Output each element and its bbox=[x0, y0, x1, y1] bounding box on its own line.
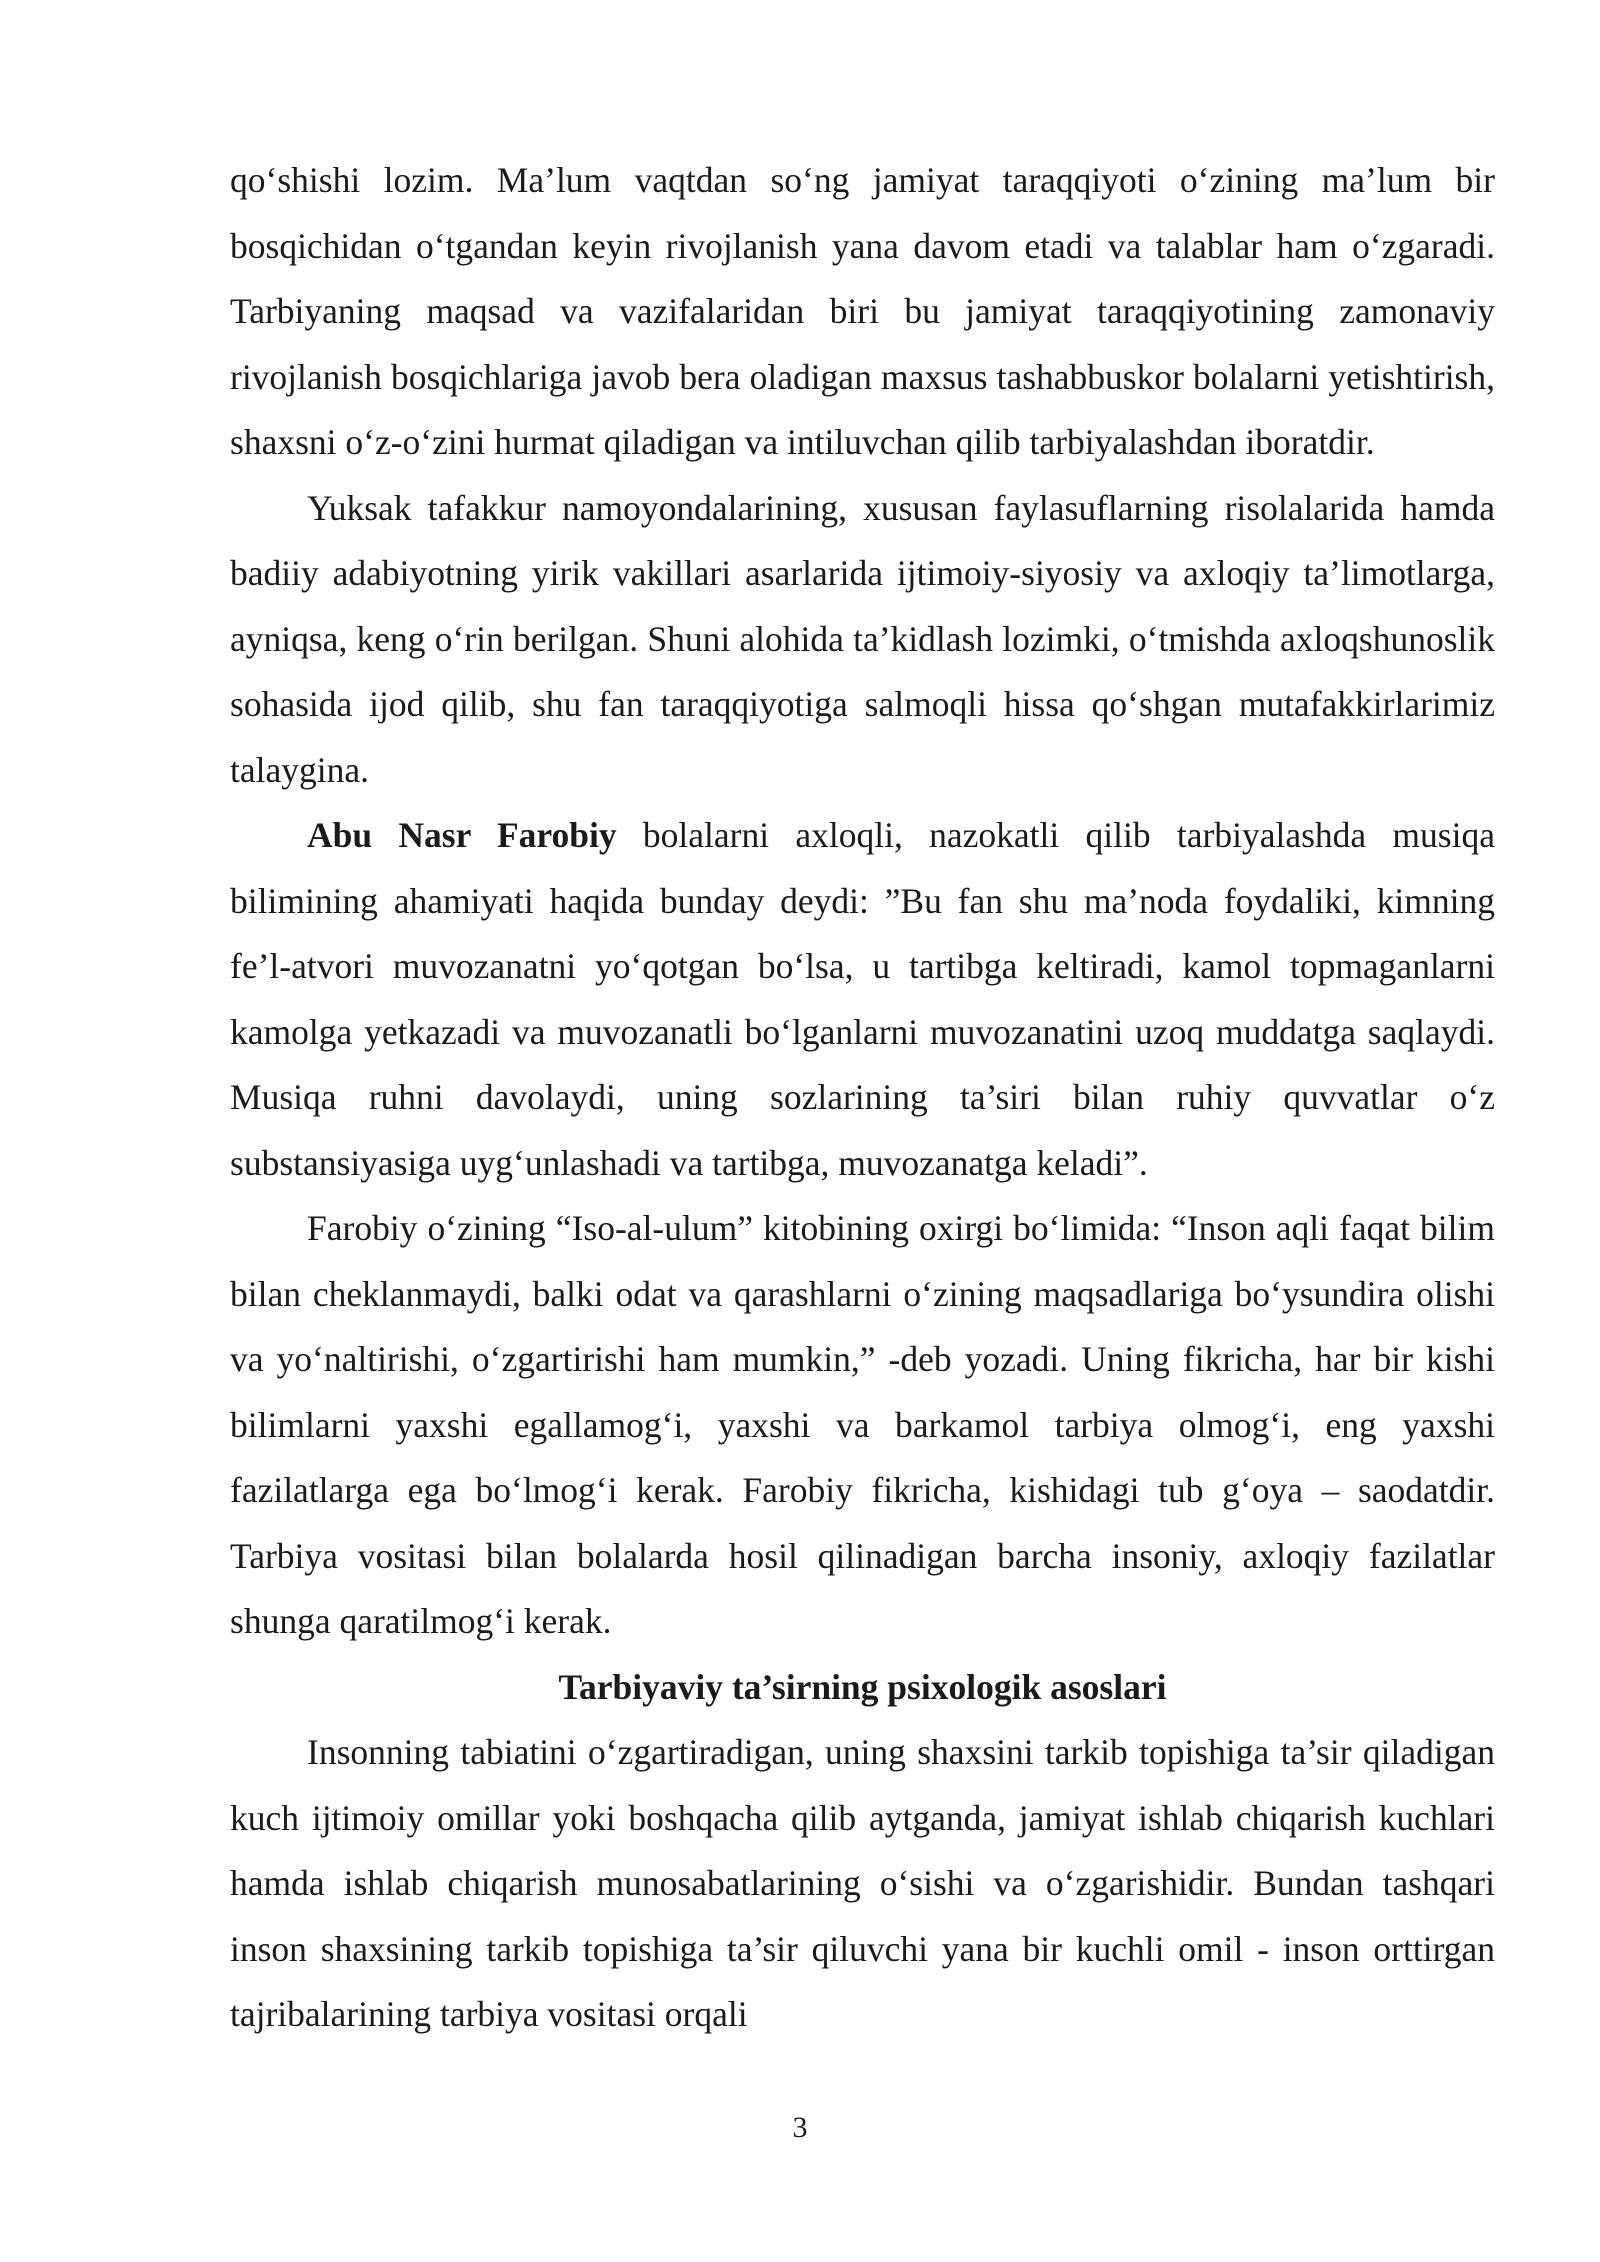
paragraph-1-text: qo‘shishi lozim. Ma’lum vaqtdan so‘ng jamiyat taraqqiyoti o‘zining ma’lum bir bosqichidan o‘tgandan keyin rivojlanish yana davom etadi va talablar ham o‘zgaradi. Tarbiyaning maqsad va vazifalaridan biri bu jamiyat taraqqiyotining zamonaviy rivojlanish bosqichlariga javob bera oladigan maxsus tashabbuskor bolalarni yetishtirish, shaxsni o‘z-o‘zini hurmat qiladigan va intiluvchan qilib tarbiyalashdan iboratdir. bbox=[230, 160, 1495, 462]
paragraph-1 bbox=[230, 148, 1495, 476]
paragraph-3 bbox=[230, 803, 1495, 1196]
paragraph-4-text: Farobiy o‘zining “Iso-al-ulum” kitobining oxirgi bo‘limida: “Inson aqli faqat bilim bilan cheklanmaydi, balki odat va qarashlarni o‘zining maqsadlariga bo‘ysundira olishi va yo‘naltirishi, o‘zgartirishi ham mumkin,” -deb yozadi. Uning fikricha, har bir kishi bilimlarni yaxshi egallamog‘i, yaxshi va barkamol tarbiya olmog‘i, eng yaxshi fazilatlarga ega bo‘lmog‘i kerak. Farobiy fikricha, kishidagi tub g‘oya – saodatdir. Tarbiya vositasi bilan bolalarda hosil qilinadigan barcha insoniy, axloqiy fazilatlar shunga qaratilmog‘i kerak. bbox=[230, 1208, 1495, 1641]
page-body bbox=[230, 148, 1495, 2048]
paragraph-5-text: Insonning tabiatini o‘zgartiradigan, uning shaxsini tarkib topishiga ta’sir qiladigan kuch ijtimoiy omillar yoki boshqacha qilib aytganda, jamiyat ishlab chiqarish kuchlari hamda ishlab chiqarish munosabatlarining o‘sishi va o‘zgarishidir. Bundan tashqari inson shaxsining tarkib topishiga ta’sir qiluvchi yana bir kuchli omil - inson orttirgan tajribalarining tarbiya vositasi orqali bbox=[230, 1732, 1495, 2034]
paragraph-2-text: Yuksak tafakkur namoyondalarining, xususan faylasuflarning risolalarida hamda badiiy adabiyotning yirik vakillari asarlarida ijtimoiy-siyosiy va axloqiy ta’limotlarga, ayniqsa, keng o‘rin berilgan. Shuni alohida ta’kidlash lozimki, o‘tmishda axloqshunoslik sohasida ijod qilib, shu fan taraqqiyotiga salmoqli hissa qo‘shgan mutafakkirlarimiz talaygina. bbox=[230, 487, 1495, 790]
paragraph-3-text: bolalarni axloqli, nazokatli qilib tarbiyalashda musiqa bilimining ahamiyati haqida bunday deydi: ”Bu fan shu ma’noda foydaliki, kimning fe’l-atvori muvozanatni yo‘qotgan bo‘lsa, u tartibga keltiradi, kamol topmaganlarni kamolga yetkazadi va muvozanatli bo‘lganlarni muvozanatini uzoq muddatga saqlaydi. Musiqa ruhni davolaydi, uning sozlarining ta’siri bilan ruhiy quvvatlar o‘z substansiyasiga uyg‘unlashadi va tartibga, muvozanatga keladi”. bbox=[230, 815, 1495, 1183]
paragraph-5 bbox=[230, 1720, 1495, 2048]
page-number: 3 bbox=[792, 2111, 808, 2144]
paragraph-4 bbox=[230, 1196, 1495, 1655]
section-heading: Tarbiyaviy ta’sirning psixologik asoslari bbox=[558, 1666, 1167, 1707]
paragraph-2 bbox=[230, 476, 1495, 804]
author-name: Abu Nasr Farobiy bbox=[307, 815, 617, 855]
